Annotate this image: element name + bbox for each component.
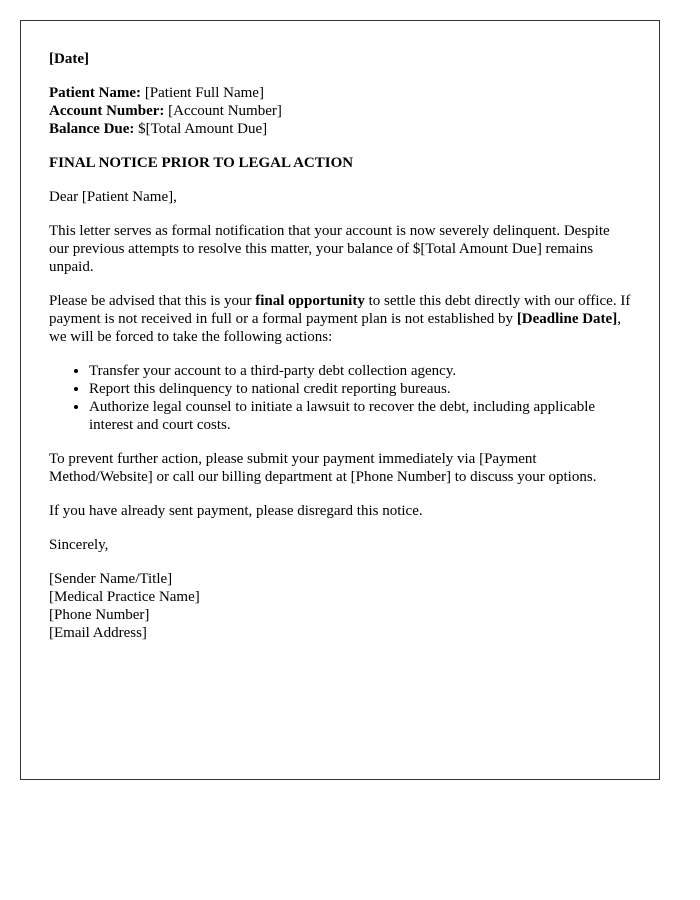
final-opportunity-emphasis: final opportunity [255, 293, 365, 309]
account-info [49, 84, 631, 138]
patient-name-label: Patient Name: [49, 85, 142, 101]
balance-due-label: Balance Due: [49, 121, 135, 137]
patient-name-row [49, 84, 631, 102]
patient-name-value: [Patient Full Name] [141, 85, 264, 101]
letter-page [20, 20, 660, 780]
letter-date: [Date] [49, 51, 89, 67]
balance-due-row [49, 120, 631, 138]
practice-name: [Medical Practice Name] [49, 589, 200, 605]
account-number-value: [Account Number] [164, 103, 282, 119]
salutation: Dear [Patient Name], [49, 189, 177, 205]
closing: Sincerely, [49, 537, 109, 553]
list-item: • Report this delinquency to national credit reporting bureaus. [89, 380, 631, 398]
account-number-row [49, 102, 631, 120]
paragraph-text: Please be advised that this is your [49, 293, 256, 309]
paragraph-final-opportunity [49, 292, 631, 346]
deadline-date-emphasis: [Deadline Date] [516, 311, 618, 327]
account-number-label: Account Number: [49, 103, 165, 119]
paragraph-disregard: If you have already sent payment, please disregard this notice. [49, 503, 423, 519]
signature-block [49, 570, 631, 642]
email-address: [Email Address] [49, 625, 147, 641]
sender-name: [Sender Name/Title] [49, 571, 173, 587]
balance-due-value: $[Total Amount Due] [134, 121, 268, 137]
paragraph-delinquency: This letter serves as formal notification that your account is now severely delinquent. Despite our previous attempts to resolve this matter, your balance of $[Total Amount Due] remains unpaid. [49, 223, 610, 275]
actions-list [49, 362, 631, 434]
list-item: • Transfer your account to a third-party debt collection agency. [89, 362, 631, 380]
paragraph-text: to settle this debt directly with our office. If payment is not received in full or a formal payment plan is not established by [49, 293, 631, 327]
list-item: • Authorize legal counsel to initiate a lawsuit to recover the debt, including applicable interest and court costs. [89, 398, 631, 434]
notice-title: FINAL NOTICE PRIOR TO LEGAL ACTION [49, 155, 354, 171]
phone-number: [Phone Number] [49, 607, 150, 623]
paragraph-text: , we will be forced to take the following actions: [49, 311, 621, 345]
paragraph-payment-instructions: To prevent further action, please submit your payment immediately via [Payment Method/Website] or call our billing department at [Phone Number] to discuss your options. [49, 451, 597, 485]
